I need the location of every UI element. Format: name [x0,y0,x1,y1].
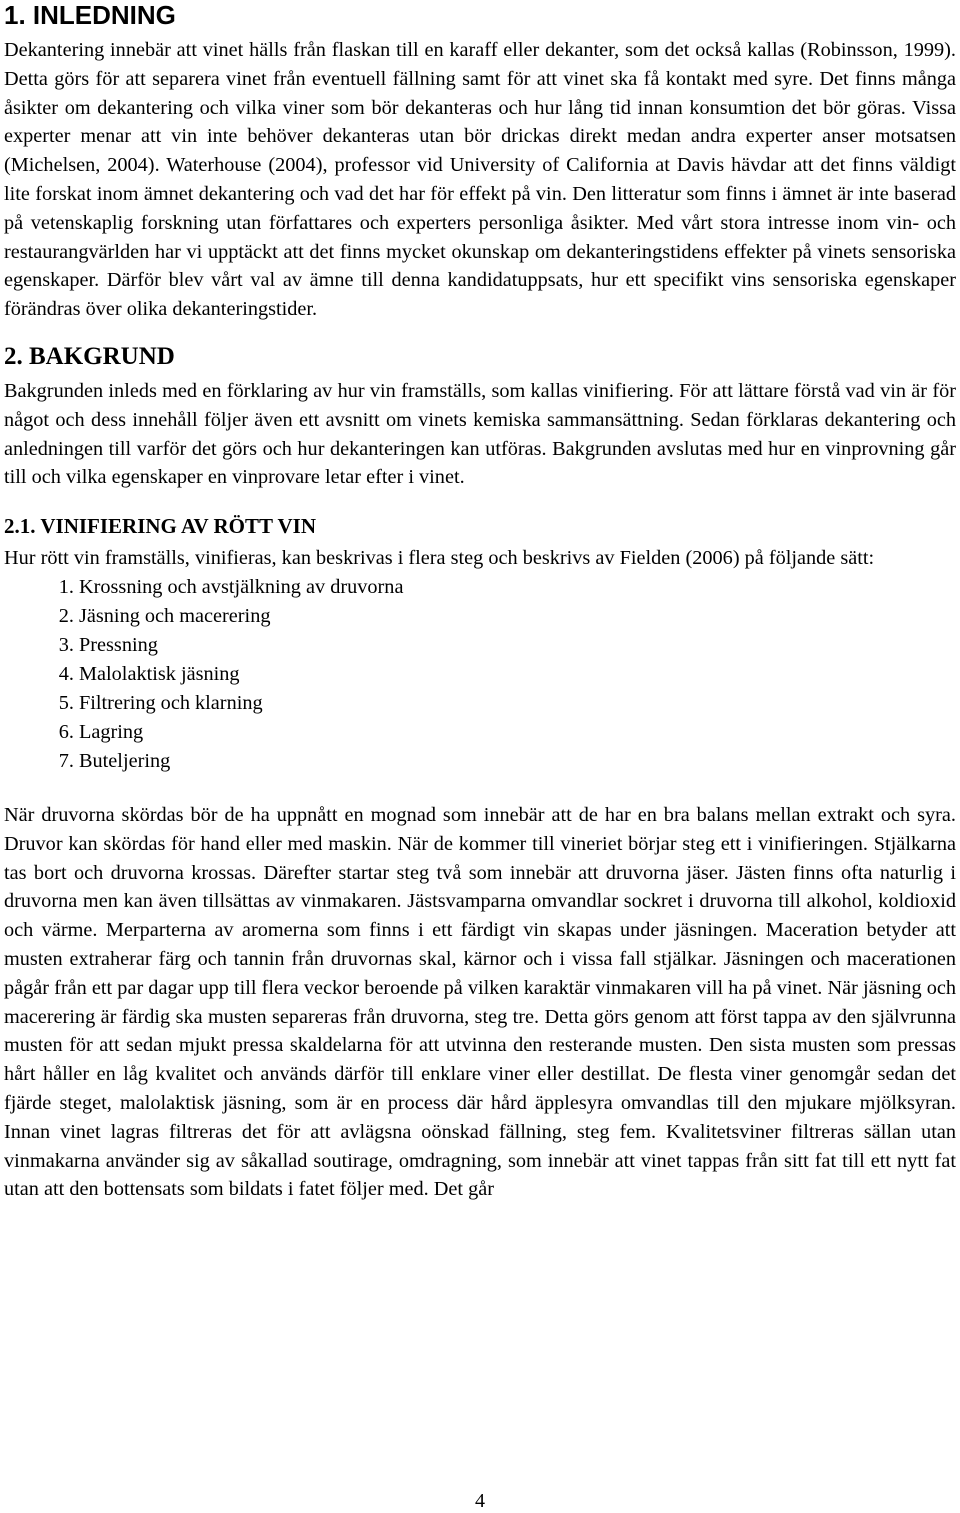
section-1-heading: 1. INLEDNING [4,0,176,30]
section-2-1-intro: Hur rött vin framställs, vinifieras, kan beskrivas i flera steg och beskrivs av Fielden (2006) på följande sätt: [4,547,875,570]
vinification-steps-list [4,573,956,776]
list-item: 3. Pressning [79,631,956,660]
list-item: 5. Filtrering och klarning [79,689,956,718]
section-2-1-paragraph: När druvorna skördas bör de ha uppnått en mognad som innebär att de har en bra balans mellan extrakt och syra. Druvor kan skördas för hand eller med maskin. När de kommer till vineriet börjar steg ett i vinifieringen. Stjälkarna tas bort och druvorna krossas. Därefter startar steg två som innebär att druvorna jäser. Jästen finns ofta naturlig i druvorna men kan även tillsättas av vinmakaren. Jästsvamparna omvandlar sockret i druvorna till alkohol, koldioxid och värme. Merparterna av aromerna som finns i ett färdigt vin skapas under jäsningen. Maceration betyder att musten extraherar färg och tannin från druvornas skal, kärnor och i vissa fall stjälkar. Jäsningen och macerationen pågår från ett par dagar upp till flera veckor beroende på vilken karaktär vinmakaren vill ha på vinet. När jäsning och macerering är färdig ska musten separeras från druvorna, steg tre. Detta görs genom att först tappa av den självrunna musten för att sedan mjukt pressa skaldelarna för att utvinna den resterande musten. Den sista musten som pressas hårt håller en låg kvalitet och används därför till enklare viner eller destillat. De flesta viner genomgår sedan det fjärde steget, malolaktisk jäsning, som är en process där hård äpplesyra omvandlas till den mjukare mjölksyran. Innan vinet lagras filtreras det för att avlägsna oönskad fällning, steg fem. Kvalitetsviner filtreras sällan utan vinmakarna använder sig av såkallad soutirage, omdragning, som innebär att vinet tappas från sitt fat till ett nytt fat utan att den bottensats som bildats i fatet följer med. Det går [4,803,956,1201]
list-item: 7. Buteljering [79,747,956,776]
section-2-1-heading: 2.1. VINIFIERING AV RÖTT VIN [4,514,316,539]
list-item: 1. Krossning och avstjälkning av druvorna [79,573,956,602]
list-item: 4. Malolaktisk jäsning [79,660,956,689]
page-number: 4 [475,1490,485,1512]
document-page [4,0,956,1204]
list-item: 2. Jäsning och macerering [79,602,956,631]
list-item: 6. Lagring [79,718,956,747]
section-1-paragraph: Dekantering innebär att vinet hälls från flaskan till en karaff eller dekanter, som det också kallas (Robinsson, 1999). Detta görs för att separera vinet från eventuell fällning samt för att vinet ska få kontakt med syre. Det finns många åsikter om dekantering och vilka viner som bör dekanteras och hur lång tid innan konsumtion det bör göras. Vissa experter menar att vin inte behöver dekanteras utan bör drickas direkt medan andra experter anser motsatsen (Michelsen, 2004). Waterhouse (2004), professor vid University of California at Davis hävdar att det finns väldigt lite forskat inom ämnet dekantering och vad det har för effekt på vin. Den litteratur som finns i ämnet är inte baserad på vetenskaplig forskning utan författares och experters personliga åsikter. Med vårt stora intresse inom vin- och restaurangvärlden har vi upptäckt att det finns mycket okunskap om dekanteringstidens effekter på vinets sensoriska egenskaper. Därför blev vårt val av ämne till denna kandidatuppsats, hur ett specifikt vins sensoriska egenskaper förändras över olika dekanteringstider. [4,39,956,321]
section-2-paragraph: Bakgrunden inleds med en förklaring av hur vin framställs, som kallas vinifiering. För att lättare förstå vad vin är för något och dess innehåll följer även ett avsnitt om vinets kemiska sammansättning. Sedan förklaras dekantering och anledningen till varför det görs och hur dekanteringen kan utföras. Bakgrunden avslutas med hur en vinprovning går till och vilka egenskaper en vinprovare letar efter i vinet. [4,379,956,489]
section-2-heading: 2. BAKGRUND [4,342,175,370]
